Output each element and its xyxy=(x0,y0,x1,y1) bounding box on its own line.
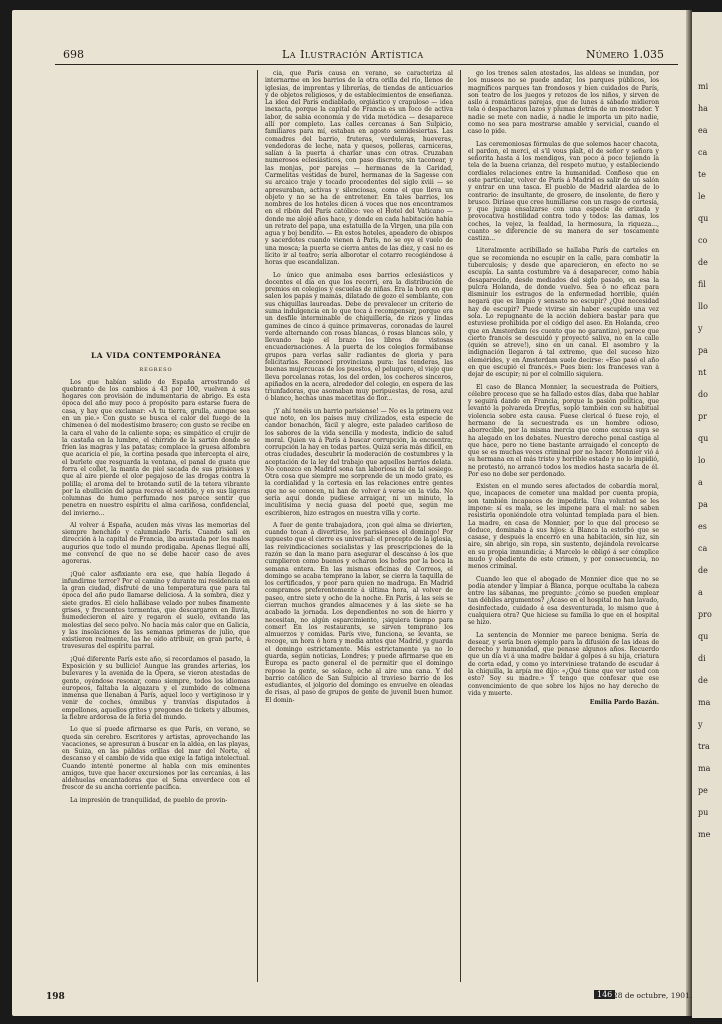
article-paragraph: Lo único que animaba esos barrios eclesiásticos y docentes el día en que los recorrí, era la distribución de premios en colegios y escuelas de niñas. Era la hora en que salen los papás y mamás, dilatado de gozo el semblante, con sus chiquillas laureadas. Debe de prevalecer un criterio de suma indulgencia en lo que toca á recompensar, porque era un desfile interminable de chiquillería, de rizos y lindas gamines de cinco á quince primaveras, coronadas de laurel verde alternando con rosas blancas, ó rosas blancas sólo, y llevando bajo el brazo los libros de vistosas encuadernaciones. A la puerta de los colegios formábanse grupos para verlas salir radiantes de gloria y para felicitarlas. Reconocí provinciana pura: las tenderas, las buenas mujercucas de los puestos, el peluquero, el viejo que lleva porcelanas rotas, los del orden, los cocheros sinceros, apiñados en la acera, alrededor del colegio, en espera de las triunfadoras, que asomaban muy peripuestas, de rosa, azul ó blanco, hechas unas macetitas de flor... xyxy=(265,271,453,403)
adjacent-page-fragment: y xyxy=(698,720,703,729)
adjacent-page-fragment: le xyxy=(698,192,706,201)
adjacent-page-fragment: ha xyxy=(698,104,708,113)
article-paragraph: Literalmente acribillado se hallaba París de carteles en que se recomienda no escupir en la calle, para combatir la tuberculosis; y desde que aparecieron, en efecto no se escupía. La santa costumbre va á desaparecer, como había desaparecido, desde mediados del siglo pasado, en esa la pulcra Holanda, de donde vuelvo. Sea ó no eficaz para disminuir los estragos de la enfermedad horrible, quién negará que es limpio y sensato no escupir? ¿Qué necesidad hay de escupir? Puede vivirse sin haber escupido una vez sola. Lo repugnante de la acción debiera bastar para que estuviese prohibida por el código del aseo. En Holanda, creo que en Amsterdam (es cuento que no garantizo), parece que cierto francés se descuidó y proyectó saliva, no en la calle (quién se atreve!), sino en un canal. El asombro y la indignación llegaron á tal extremo, que del suceso hizo elemérides, y en Amsterdam suele decirse: «Eso pasó el año en que escupió el francés.» Pues bien: los franceses van á dejar de escupir; ni por el colmillo siquiera. xyxy=(468,247,659,379)
article-paragraph: Lo que sí puede afirmarse es que París, en verano, se queda sin cerebro. Escritores y artistas, aprovechando las vacaciones, se apresuran á buscar en la aldea, en las playas, en Suiza, en las pálidas orillas del mar del Norte, el descanso y el cambio de vida que exige la fatiga intelectual. Cuando intenté ponerme al habla con mis eminentes amigos, tuve que hacer excursiones por las cercanías, á las aldehuelas encantadoras que el Sena enverdece con el frescor de su ancha corriente pacífica. xyxy=(62,726,250,792)
article-paragraph: cia, que París causa en verano, se caracteriza al internarme en los barrios de la otra orilla del río, llenos de iglesias, de imprentas y librerías, de tiendas de anticuarios y de objetos religiosos, y de establecimientos de enseñanza. La idea del París endiablado, orgiástico y crapuloso — idea inexacta, porque la capital de Francia es un foco de activa labor, de sabia economía y de vida metódica — desaparece allí por completo. Las calles cercanas á San Sulpicio, familiares para mí, estaban en agosto semidesiertas. Las comadres del barrio, fruteras, verduleras, hueveras, vendedoras de leche, nata y quesos, polleras, carniceras, salían á la puerta á charlar unas con otras. Cruzaban numerosos eclesiásticos, con paso discreto, sin taconear, y las monjas, por parejas — hermanas de la Caridad, Carmelitas vestidas de burel, hermanas de la Sagesse con su arcaico traje y tocado procedentes del siglo xviii — se apresuraban, activas y silenciosas, como el que lleva un objeto y no se ha de entretener. En tales barrios, los nombres de los hoteles dicen á voces que nos encontramos en el ribón del París católico: veo el Hotel del Vaticano — donde me alojé años hace, y donde en cada habitación había un retrato del papa, una estatuilla de la Virgen, una pila con agua y boj bendito. — En estos hoteles, apeadero de obispos y sacerdotes cuando vienen á París, no se oye el vuelo de una mosca; la puerta se cierra antes de las diez, y casi no es lícito ir al teatro; sería alborotar el cotarro recogiéndose á horas que escandalizan. xyxy=(265,70,453,267)
page-number: 698 xyxy=(63,48,84,61)
article-paragraph: Al volver á España, acuden más vivas las memorias del siempre henchido y calumniado París. Cuando salí en dirección á la capital de Francia, iba asustada por los malos augurios que todo el mundo prodigaba. Apenas llegué allí, me convencí de que no se debe hacer caso de aves agoreras. xyxy=(62,521,250,566)
adjacent-page-fragment: llo xyxy=(698,302,708,311)
adjacent-page-fragment: di xyxy=(698,654,706,663)
adjacent-page-fragment: es xyxy=(698,522,707,531)
column-divider xyxy=(257,70,258,982)
article-paragraph: Cuando leo que el abogado de Monnier dice que no se podía atender y limpiar á Blanca, porque ocultaba la cabeza entre las sábanas, me pregunto: ¿cómo se pueden emplear tan débiles argumentos? ¿Acaso en el hospital no han lavado, desinfectado, cuidado á esa desventurada, lo mismo que á cualquiera otra? Que hiciese su familia lo que en el hospital se hizo. xyxy=(468,575,659,627)
article-paragraph: La impresión de tranquilidad, de pueblo de provin- xyxy=(70,796,228,804)
adjacent-page-fragment: pu xyxy=(698,808,709,817)
adjacent-page-fragment: te xyxy=(698,170,706,179)
column-3 xyxy=(468,70,659,706)
article-paragraph: El caso de Blanca Monnier, la secuestrada de Poitiers, célebre proceso que se ha fallado estos días, daba que hablar y seguirá dando en Francia, porque la pasión política, que levantó la polvareda Dreyfus, sopló también con su habitual violencia sobre esta causa. Fuese clerical ó fuese rojo, el hermano de la secuestrada es un hombre odioso, aborrecible, por la misma inercia que como excusa suya se ha alegado en los debates. Nuestro derecho penal castiga al que hace, pero no tiene bastante arraigado el concepto de que se es muchas veces criminal por no hacer. Monnier vió á su hermana en el más triste y horrible estado y no lo impidió, ne protestó, no arrancó todos los medios hasta sacarla de él. Por eso no debe ser perdonado. xyxy=(468,383,659,478)
adjacent-page-fragment: pe xyxy=(698,786,708,795)
column-divider xyxy=(460,70,461,982)
header-rule xyxy=(55,64,678,65)
adjacent-page-fragment: qu xyxy=(698,214,709,223)
journal-title: La Ilustración Artística xyxy=(282,48,424,61)
adjacent-page-fragment: qu xyxy=(698,632,709,641)
adjacent-page-fragment: ma xyxy=(698,698,711,707)
article-paragraph: go los trenes salen atestados, las aldeas se inundan, por los museos no se puede andar, los parques públicos, los magníficos parques tan frondosos y bien cuidados de París, son teatro de los juegos y retozos de los niños, y sirven de asilo á románticas parejas, que de lunes á sábado midieron tela ó despacharon lazos y plumas detrás de un mostrador. Y nadie se mete con nadie, á nadie le importa un pito nadie, como no sea para mostrarse amable y servicial, cuando el caso lo pide. xyxy=(468,70,659,136)
footer-page-number: 198 xyxy=(46,992,65,1002)
adjacent-page-fragment: de xyxy=(698,676,708,685)
footer-date: 28 de octubre, 1901. xyxy=(613,991,693,1000)
article-paragraph: ¡Y ahí tenéis un barrio parisiense! — No es la primera vez que noto, en los países muy civilizados, esta especie de candor bonachón, fácil y alegre, este paladeo cariñoso de los sabores de la vida sencilla y modesta, indicio de salud moral. Quien va á París á buscar corrupción, la encuentra; corrupción la hay en todas partes. Quizá sería más difícil, en otras ciudades, descubrir la moderación de costumbres y la aceptación de la ley del trabajo que aquellos barrios delata. No conozco en Madrid sona tan laboriosa ni de tal sosiego. Otra cosa que siempre me sorprende de un modo grato, es la cordialidad y la cortesía en las relaciones entre gentes que no se conocen, ni han de volver á verse en la vida. No sería aquí donde pudiese arraigar, ni un minuto, la inculitísima y necia guasa del poeté que, según me escribieron, hizo estragos en nuestra villa y corte. xyxy=(265,407,453,517)
column-1 xyxy=(62,70,250,804)
adjacent-page-fragment: de xyxy=(698,566,708,575)
adjacent-page-fragment: pro xyxy=(698,610,712,619)
issue-number: Número 1.035 xyxy=(586,48,664,61)
article-paragraph: Las ceremoniosas fórmulas de que solemos hacer chacota, el pardon, el merci, el s'il vous plaît, el de señor y señora y señorita hasta á los mendigos, van poco á poco tejiendo la tela de la buena crianza, del respeto mutuo, y estableciendo cordiales relaciones entre la humanidad. Confieso que en este particular, volver de París á Madrid es salir de un salón y entrar en una tasca. El pueblo de Madrid alardea de lo contrario: de insultante, de grosero, de insolente, de fiero y brusco. Diríase que cree humillarse con un rasgo de cortesía, y que juzga ensalzarse con una especie de erizada y provocativa hostilidad contra todo y todos: las damas, los coches, la vejez, la fealdad, la hermosura, la riqueza..., cuanto se diferencie de su manera de ser toscamente castiza... xyxy=(468,140,659,243)
adjacent-page-fragment: de xyxy=(698,258,708,267)
adjacent-page-fragment: pa xyxy=(698,346,708,355)
adjacent-page-fragment: ca xyxy=(698,148,708,157)
column-2 xyxy=(265,70,453,704)
adjacent-page-fragment: co xyxy=(698,236,708,245)
column-1-blank xyxy=(62,70,250,352)
adjacent-page-fragment: pa xyxy=(698,500,708,509)
footer-badge: 146 xyxy=(594,990,615,999)
adjacent-page-fragment: pr xyxy=(698,412,707,421)
section-title: LA VIDA CONTEMPORÁNEA xyxy=(90,351,222,360)
adjacent-page-fragment: do xyxy=(698,390,708,399)
adjacent-page-fragment: me xyxy=(698,830,711,839)
article-paragraph: ¡Qué calor asfixiante era ese, que había llegado á infundirme terror? Por el camino y durante mi residencia en la gran ciudad, disfruté de una temperatura que para tal época del año pudo llamarse deliciosa. Á la sombra, diez y siete grados. El cielo hallábase velado por nubes finamente grises, y frecuentes tormentas, que descargaron en lluvia, humedecieron el aire y regaron el suelo, evitando las molestias del seco polvo. No hacía más calor que en Galicia, y las insolaciones de las semanas primeras de julio, que existieron realmente, las he oído atribuir, en gran parte, á travesuras del espíritu parral. xyxy=(62,570,250,651)
adjacent-page-fragment: ma xyxy=(698,764,711,773)
adjacent-page-fragment: ca xyxy=(698,544,708,553)
section-subtitle: REGRESO xyxy=(139,367,173,374)
article-paragraph: A fuer de gente trabajadora, ¡con qué alma se divierten, cuando tocan á divertirse, los parisienses el domingo! Por supuesto que el cierre es universal: el precepto de la iglesia, las reivindicaciones socialistas y las prescripciones de la razón se dan la mano para asegurar el descanso á los que cumplieron como buenos y echaron los bofes por la boca la semana entera. En las mismas oficinas de Correos, el domingo se acaba temprano la labor, se cierra la taquilla de los certificados, y peor para quien no madruga. En Madrid compramos preferentemente á última hora, al volver de paseo, entre siete y ocho de la noche. En París, á las seis se cierran muchos grandes almacenes y á las siete se ha acabado la jornada. Los dependientes no son de hierro y necesitan, no algún esparcimiento, ¡siquiera tiempo para comer! En los restaurants, se sirven temprano los almuerzos y comidas. París vive, funciona, se levanta, se recoge, un hora ó hora y media antes que Madrid, y guarda el domingo estrictamente. Más estrictamente ya no lo guarda, según noticias, Londres; y puede afirmarse que en Europa es pacto general el de permitir que el domingo repose la gente, se solace, eche al aire una cana. Y del barrio católico de San Sulpicio al travieso barrio de los estudiantes, el jolgorio del domingo es envuelve en oleadas de risas, al paso de grupos de gente de juvenil buen humor. El domin- xyxy=(265,521,453,704)
adjacent-page-fragment: ea xyxy=(698,126,708,135)
adjacent-page-fragment: a xyxy=(698,588,703,597)
author-signature: Emilia Pardo Bazán. xyxy=(589,699,659,707)
adjacent-page-fragment: lo xyxy=(698,456,706,465)
article-paragraph: La sentencia de Monnier me parece benigna. Sería de desear, y sería buen ejemplo para la difusión de las ideas de derecho y humanidad, que penase algunos años. Recuerdo que un día vi á una madre baldar á golpes á su hija, criatura de corta edad, y como yo interviniese tratando de escudar á la chiquilla, la arpía me dijo: «¿Qué tiene que ver usted con esto? Soy su madre.» Y tengo que confesar que ese convencimiento de que sobre los hijos no hay derecho de vida y muerte. xyxy=(468,631,659,697)
article-paragraph: Existen en el mundo seres afectados de cobardía moral, que, incapaces de cometer una maldad por cuenta propia, son también incapaces de impedirla. Una voluntad se les impone: sí es mala, se les impone para el mal: no saben resistirla oponiéndole otra voluntad templada para el bien. La madre, en casa de Monnier, por lo que del proceso se deduce, dominaba á sus hijos: á Blanca la estorbó que se casase, y después la encerró en una habitación, sin luz, sin aire, sin abrigo, sin ropa, sin sustento, dejándola revolcarse en su propia inmundicia; á Marcelo le obligó á ser cómplice mudo y obediente de este crimen, y por consecuencia, no menos criminal. xyxy=(468,483,659,571)
adjacent-page-fragment: tra xyxy=(698,742,710,751)
adjacent-page-fragment: nt xyxy=(698,368,707,377)
adjacent-page-fragment: a xyxy=(698,478,703,487)
article-paragraph: ¡Qué diferente París este año, si recordamos el pasado, la Exposición y su bullicio! Aunque las grandes arterias, los bulevares y la avenida de la Ópera, se vieron atestadas de gente, oyéndose resonar, como siempre, todos los idiomas europeos, faltaba la algazara y el zumbido de colmena inmensa que llenaban á París, aquel loco y vertiginoso ir y venir de coches, ómnibus y tranvías disputados á empellones, aquellos gritos y pregones de tickets y álbumes, la fiebre ardorosa de la feria del mundo. xyxy=(62,655,250,721)
adjacent-page-fragment: y xyxy=(698,324,703,333)
adjacent-page-fragment: fil xyxy=(698,280,706,289)
adjacent-page-edge xyxy=(692,12,722,1018)
adjacent-page-fragment: qu xyxy=(698,434,709,443)
adjacent-page-fragment: mi xyxy=(698,82,709,91)
article-paragraph: Los que habían salido de España arrostrando el quebranto de los cambios á 43 por 100, vuelven á sus hogares con provisión de indumentaria de abrigo. Es esta época del año muy poco á propósito para estarse fuera de casa, y hay que exclamar: «A tu tierra, grulla, aunque sea en un pie.» Con gusto se busca el calor del fuego de la chimenea ó del modestísimo brasero; con gusto se recibe en la cara el vaho de la caliente sopa; es simpático el crujir de la castaña en la lumbre, el chirrido de la sartén donde se fríen las magras y las patatas; complace la gruesa alfombra que acaricia el pie, la cortina pesada que intercepta el aire, el burlete que resguarda la ventana, el panal de guata que forra el collet, la manta de piel sacada de sus prisiones y que al aire pierde el olor pegajoso de las drogas contra la polilla; el aroma del te brotando sutil de la tetera vibrante por la ebullición del agua recrea el sentido, y en sus ligeras columnas de humo perfumado nos parece sentir que penetra en nuestro espíritu el alma cariñosa, confidencial, del invierno... xyxy=(62,378,250,517)
